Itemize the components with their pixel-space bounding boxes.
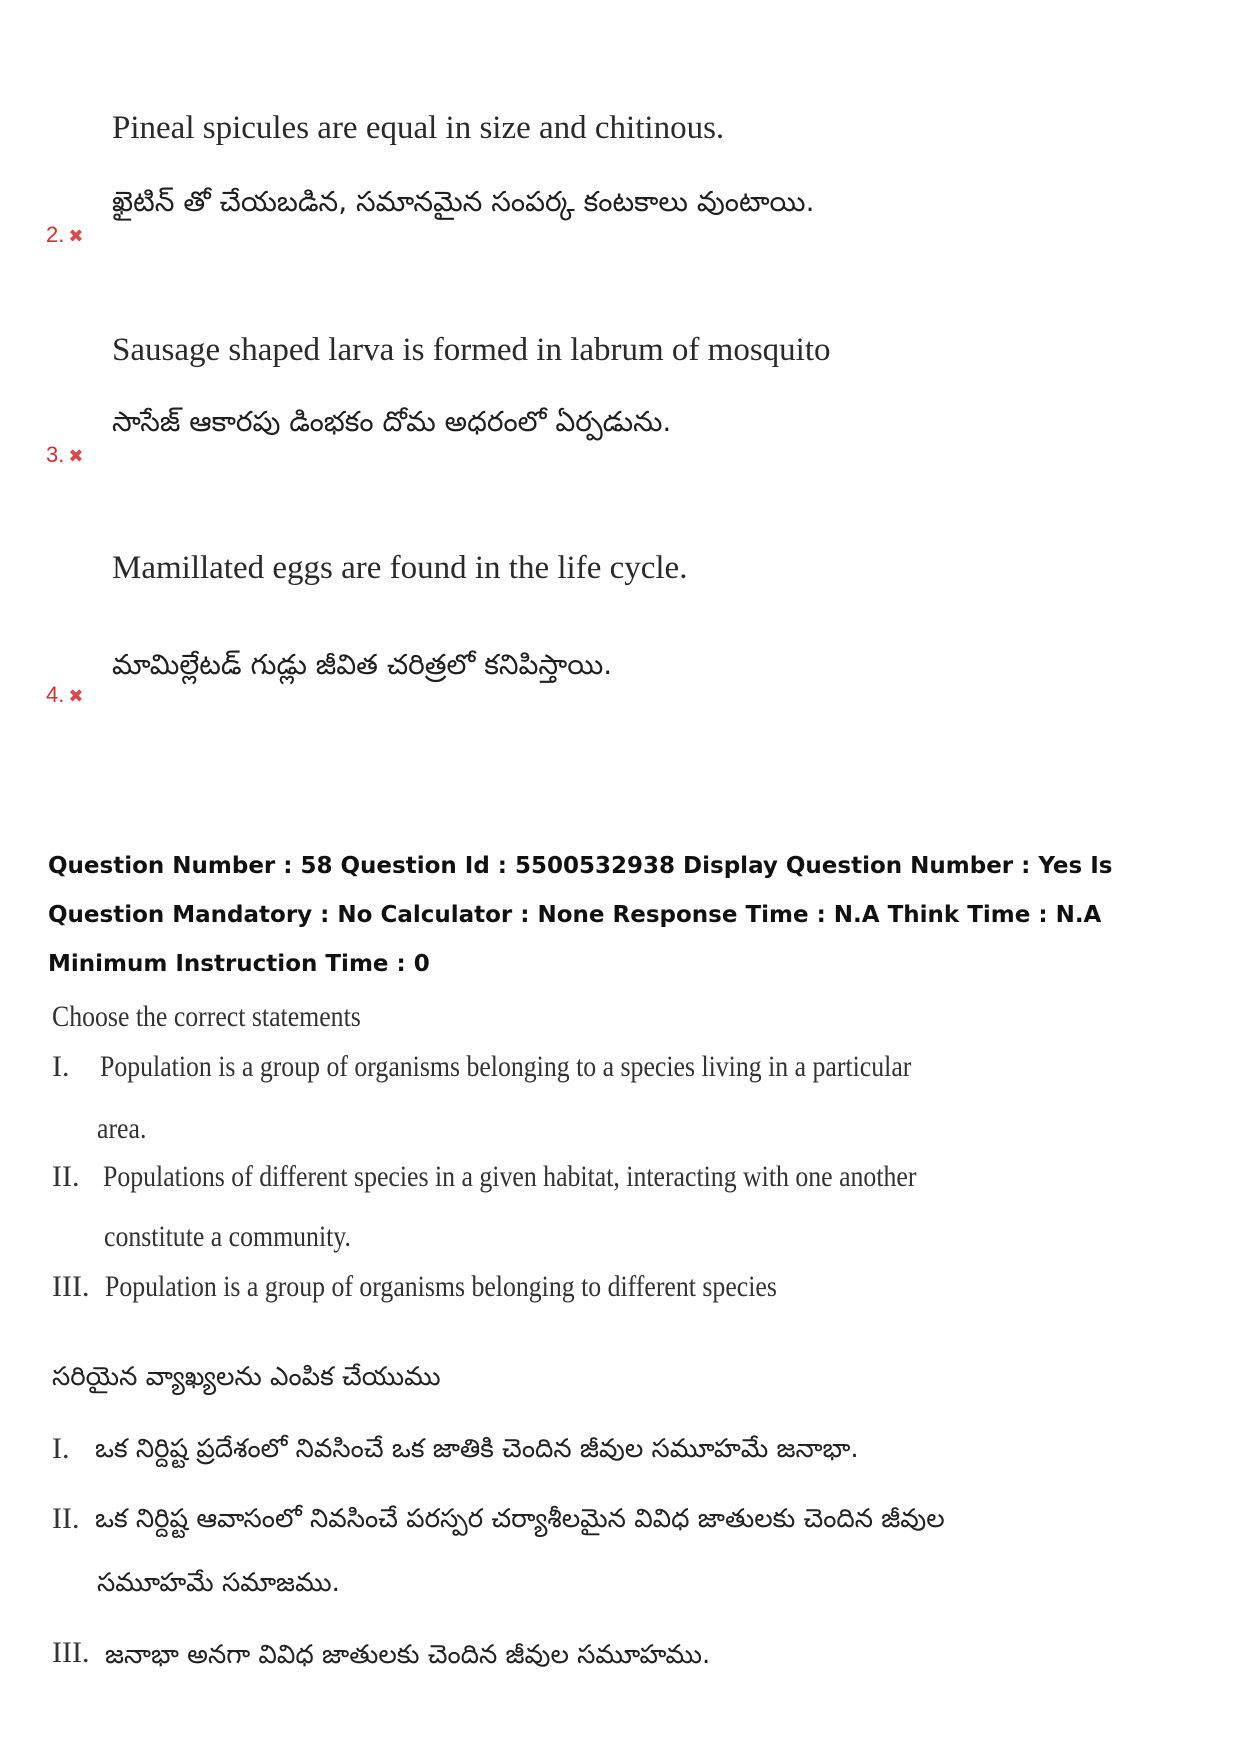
statement-numeral: I. <box>52 1050 70 1083</box>
statement-text: Populations of different species in a given habitat, interacting with one another <box>103 1160 917 1193</box>
option-number-label: 4. <box>46 682 65 707</box>
question-prompt: సరియైన వ్యాఖ్యలను ఎంపిక చేయుము <box>52 1362 441 1392</box>
statement-text-continued: constitute a community. <box>104 1220 351 1253</box>
option-number <box>46 442 83 468</box>
option-text-english: Sausage shaped larva is formed in labrum of mosquito <box>112 332 831 368</box>
statement-text: ఒక నిర్దిష్ట ఆవాసంలో నివసించే పరస్పర చర్యాశీలమైన వివిధ జాతులకు చెందిన జీవుల <box>95 1504 945 1534</box>
option-text-english: Pineal spicules are equal in size and chitinous. <box>112 110 725 146</box>
wrong-icon: ✖ <box>68 446 84 466</box>
statement-text: Population is a group of organisms belonging to different species <box>105 1270 777 1303</box>
statement-text: Population is a group of organisms belonging to a species living in a particular <box>100 1050 912 1083</box>
wrong-icon: ✖ <box>68 686 84 706</box>
statement-numeral: II. <box>52 1502 80 1535</box>
question-meta: Question Number : 58 Question Id : 5500532938 Display Question Number : Yes Is Question Mandatory : No Calculator : None Response Time : N.A Think Time : N.A Minimum Instruction Time : 0 <box>48 853 1113 977</box>
statement-numeral: I. <box>52 1432 70 1465</box>
option-number-label: 3. <box>46 442 65 467</box>
statement-numeral: II. <box>52 1160 80 1193</box>
option-text-telugu: సాసేజ్ ఆకారపు డింభకం దోమ అధరంలో ఏర్పడును. <box>112 405 672 438</box>
statement-numeral: III. <box>52 1270 90 1303</box>
statement-text-continued: సమూహమే సమాజము. <box>97 1568 340 1598</box>
statement-text-continued: area. <box>97 1112 147 1145</box>
option-number-label: 2. <box>46 222 65 247</box>
option-number <box>46 222 83 248</box>
wrong-icon: ✖ <box>68 226 84 246</box>
option-text-english: Mamillated eggs are found in the life cycle. <box>112 550 688 586</box>
statement-text: ఒక నిర్దిష్ట ప్రదేశంలో నివసించే ఒక జాతికి చెందిన జీవుల సమూహమే జనాభా. <box>95 1434 859 1464</box>
option-number <box>46 682 83 708</box>
statement-text: జనాభా అనగా వివిధ జాతులకు చెందిన జీవుల సమూహము. <box>105 1640 711 1670</box>
option-text-telugu: ఖైటిన్ తో చేయబడిన, సమానమైన సంపర్క కంటకాలు వుంటాయి. <box>112 185 815 218</box>
statement-numeral: III. <box>52 1636 90 1669</box>
option-text-telugu: మామిల్లేటడ్ గుడ్లు జీవిత చరిత్రలో కనిపిస్తాయి. <box>112 648 613 681</box>
question-prompt: Choose the correct statements <box>52 1000 361 1033</box>
